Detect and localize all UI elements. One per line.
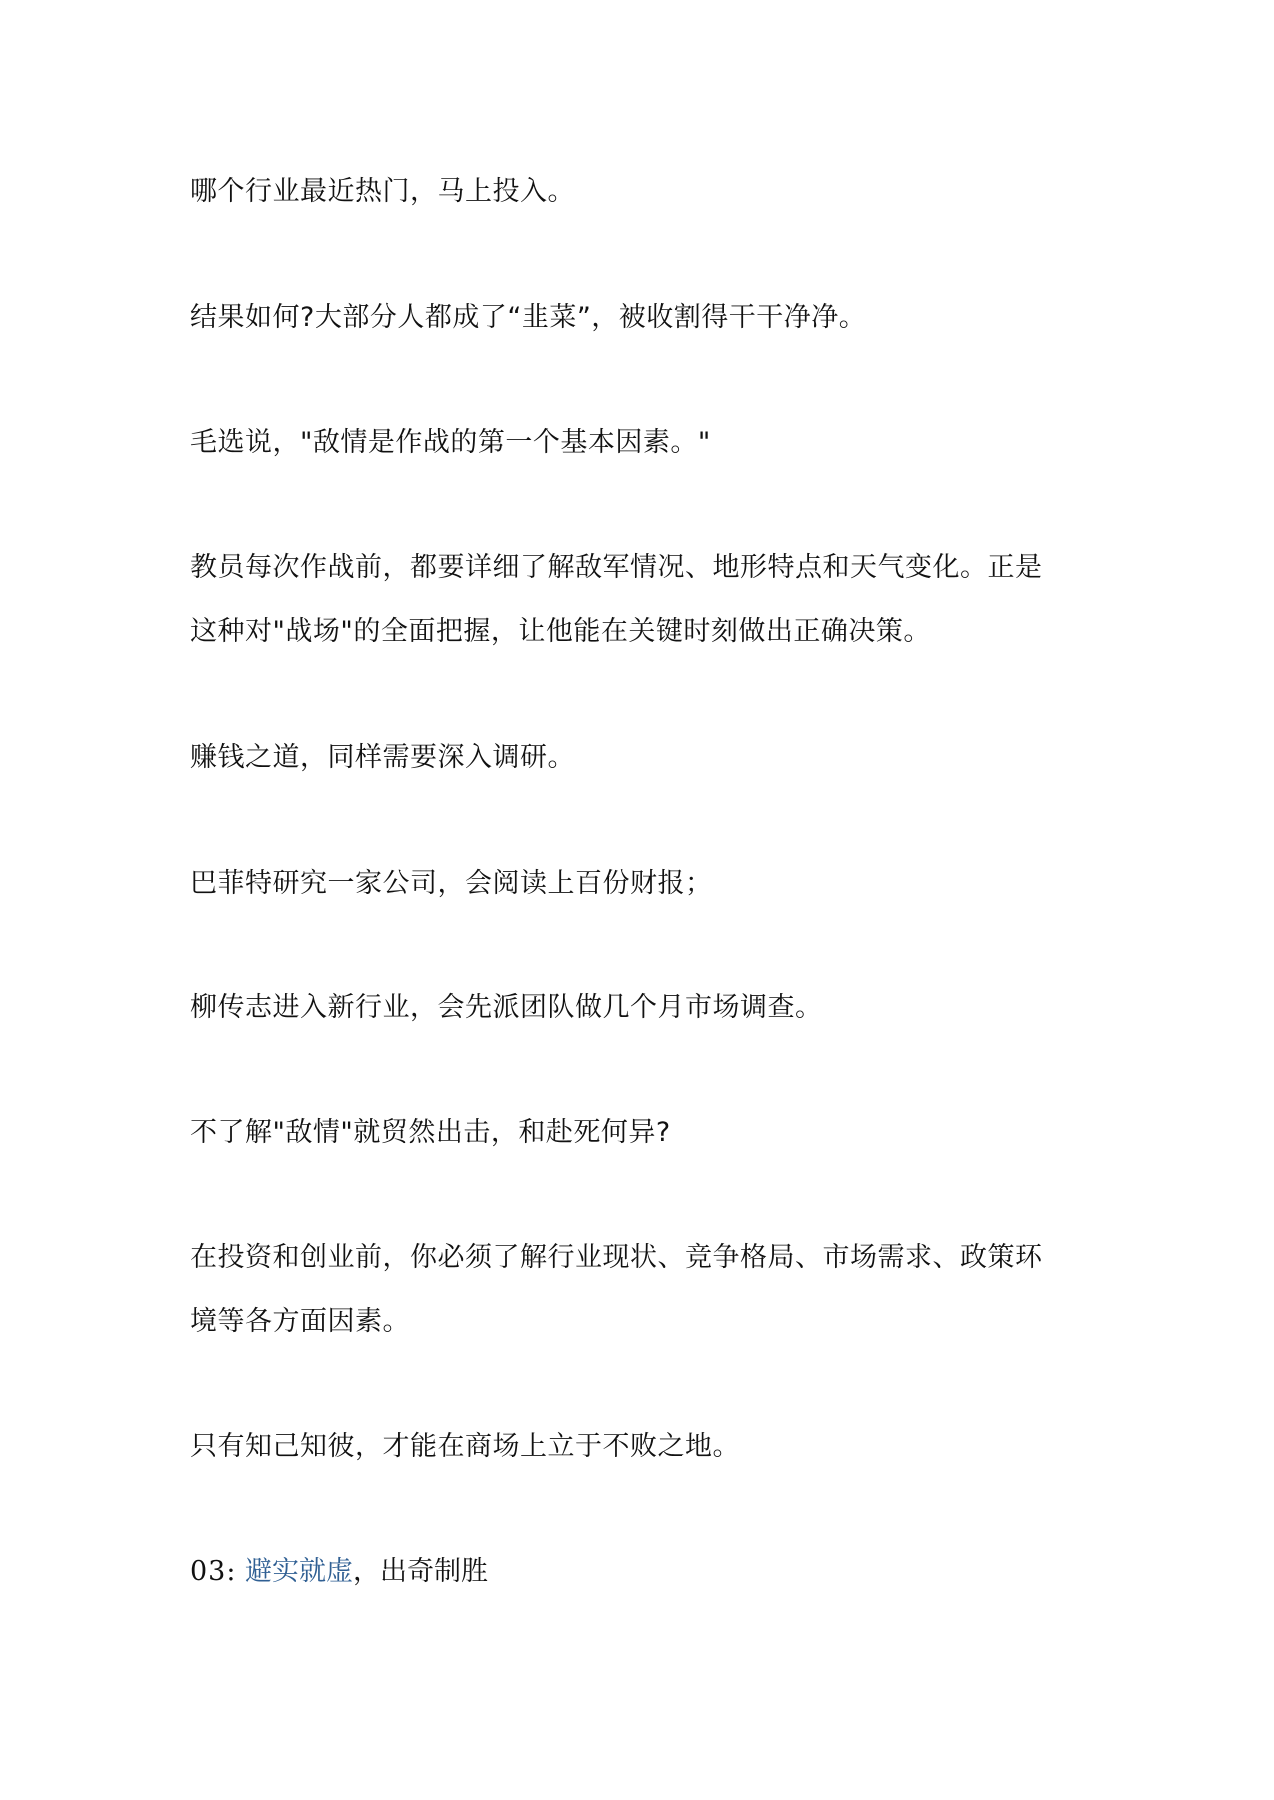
paragraph-mao-quote: 毛选说，"敌情是作战的第一个基本因素。" — [190, 427, 711, 458]
paragraph-investment-line-1: 在投资和创业前，你必须了解行业现状、竞争格局、市场需求、政策环 — [190, 1242, 1043, 1273]
section-heading — [190, 1557, 488, 1587]
section-number: 03: — [190, 1556, 237, 1587]
paragraph-teacher-line-2: 这种对"战场"的全面把握，让他能在关键时刻做出正确决策。 — [190, 616, 931, 647]
paragraph-hot-industry: 哪个行业最近热门，马上投入。 — [190, 176, 575, 207]
section-title-rest: ，出奇制胜 — [353, 1556, 489, 1587]
paragraph-liu-chuanzhi: 柳传志进入新行业，会先派团队做几个月市场调查。 — [190, 992, 823, 1023]
paragraph-investment-line-2: 境等各方面因素。 — [190, 1306, 410, 1337]
paragraph-research: 赚钱之道，同样需要深入调研。 — [190, 742, 575, 773]
paragraph-leeks: 结果如何?大部分人都成了“韭菜”，被收割得干干净净。 — [190, 302, 867, 333]
paragraph-teacher-line-1: 教员每次作战前，都要详细了解敌军情况、地形特点和天气变化。正是 — [190, 552, 1043, 583]
paragraph-know-yourself: 只有知己知彼，才能在商场上立于不败之地。 — [190, 1431, 740, 1462]
section-highlight: 避实就虚 — [245, 1556, 354, 1587]
paragraph-enemy-situation: 不了解"敌情"就贸然出击，和赴死何异? — [190, 1117, 671, 1148]
paragraph-buffett: 巴菲特研究一家公司，会阅读上百份财报； — [190, 868, 713, 899]
